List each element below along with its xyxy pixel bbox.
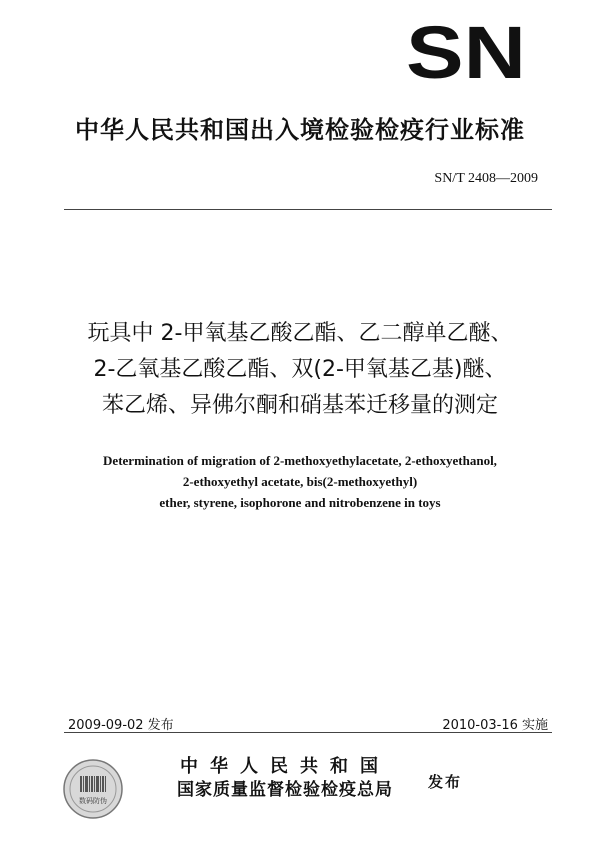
english-title bbox=[40, 450, 560, 513]
sn-logo-text: SN bbox=[406, 22, 526, 84]
issuer-line-agency: 国家质量监督检验检疫总局 bbox=[177, 780, 393, 800]
issue-date: 2009-09-02 发布 bbox=[68, 718, 174, 733]
seal-text: 数码防伪 bbox=[79, 797, 107, 805]
document-title-line: 玩具中 2-甲氧基乙酸乙酯、乙二醇单乙醚、 bbox=[87, 321, 513, 346]
document-title bbox=[20, 316, 580, 424]
english-title-line: ether, styrene, isophorone and nitrobenzene in toys bbox=[159, 495, 441, 510]
document-title-line: 苯乙烯、异佛尔酮和硝基苯迁移量的测定 bbox=[101, 393, 498, 418]
issuing-authority bbox=[152, 756, 418, 802]
implementation-date: 2010-03-16 实施 bbox=[442, 718, 548, 733]
bottom-divider bbox=[64, 732, 552, 733]
top-divider bbox=[64, 209, 552, 210]
sn-logo-icon bbox=[404, 22, 528, 84]
issuer-line-country: 中华人民共和国 bbox=[180, 756, 390, 777]
barcode-seal-icon bbox=[62, 758, 124, 820]
english-title-line: Determination of migration of 2-methoxyethylacetate, 2-ethoxyethanol, bbox=[103, 453, 497, 468]
english-title-line: 2-ethoxyethyl acetate, bis(2-methoxyethyl) bbox=[182, 474, 418, 489]
standard-category-title: 中华人民共和国出入境检验检疫行业标准 bbox=[75, 116, 525, 144]
issue-label: 发布 bbox=[428, 773, 463, 791]
standard-number: SN/T 2408—2009 bbox=[434, 171, 538, 186]
document-title-line: 2-乙氧基乙酸乙酯、双(2-甲氧基乙基)醚、 bbox=[93, 357, 507, 382]
